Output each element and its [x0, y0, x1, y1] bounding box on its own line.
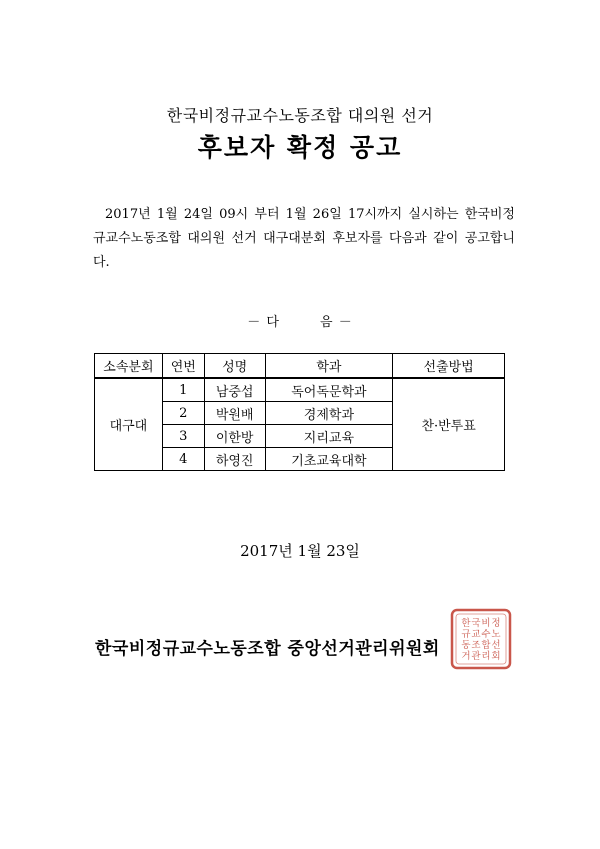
number-cell: 2 [162, 402, 204, 425]
department-cell: 경제학과 [265, 402, 393, 425]
svg-text:교: 교 [471, 629, 481, 640]
svg-text:관: 관 [471, 651, 481, 662]
name-cell: 남중섭 [204, 378, 265, 402]
svg-text:선: 선 [491, 640, 501, 651]
name-cell: 박원배 [204, 402, 265, 425]
header-number: 연번 [162, 354, 204, 379]
svg-text:조: 조 [471, 640, 481, 651]
announcement-date: 2017년 1월 23일 [240, 542, 360, 560]
svg-text:노: 노 [491, 629, 501, 640]
header-department: 학과 [265, 354, 393, 379]
svg-text:한: 한 [461, 618, 471, 629]
svg-text:비: 비 [481, 618, 491, 629]
official-seal-stamp [449, 607, 513, 671]
svg-text:동: 동 [461, 640, 471, 651]
name-cell: 하영진 [204, 448, 265, 471]
table-header-row [95, 354, 505, 379]
announcement-paragraph: 2017년 1월 24일 09시 부터 1월 26일 17시까지 실시하는 한국비정규교수노동조합 대의원 선거 대구대분회 후보자를 다음과 같이 공고합니다. [93, 207, 515, 270]
branch-cell: 대구대 [95, 378, 163, 471]
number-cell: 4 [162, 448, 204, 471]
svg-text:규: 규 [461, 629, 471, 640]
candidate-table [94, 353, 505, 471]
header-method: 선출방법 [393, 354, 505, 379]
svg-text:수: 수 [481, 629, 491, 640]
department-cell: 지리교육 [265, 425, 393, 448]
department-cell: 기초교육대학 [265, 448, 393, 471]
header-branch: 소속분회 [95, 354, 163, 379]
svg-text:국: 국 [471, 618, 481, 629]
svg-text:정: 정 [491, 618, 501, 629]
svg-text:리: 리 [481, 651, 491, 662]
svg-text:거: 거 [461, 651, 471, 662]
number-cell: 3 [162, 425, 204, 448]
method-cell: 찬·반투표 [393, 378, 505, 471]
committee-name: 한국비정규교수노동조합 중앙선거관리위원회 [95, 639, 440, 659]
notice-heading [0, 311, 600, 330]
notice-heading-left: － 다 [247, 315, 280, 330]
svg-text:합: 합 [481, 640, 491, 651]
header-name: 성명 [204, 354, 265, 379]
document-title: 후보자 확정 공고 [197, 133, 403, 162]
number-cell: 1 [162, 378, 204, 402]
name-cell: 이한방 [204, 425, 265, 448]
notice-heading-right: 음 － [320, 315, 353, 330]
svg-text:회: 회 [491, 651, 501, 662]
table-row [95, 378, 505, 402]
document-subtitle: 한국비정규교수노동조합 대의원 선거 [166, 106, 434, 125]
department-cell: 독어독문학과 [265, 378, 393, 402]
